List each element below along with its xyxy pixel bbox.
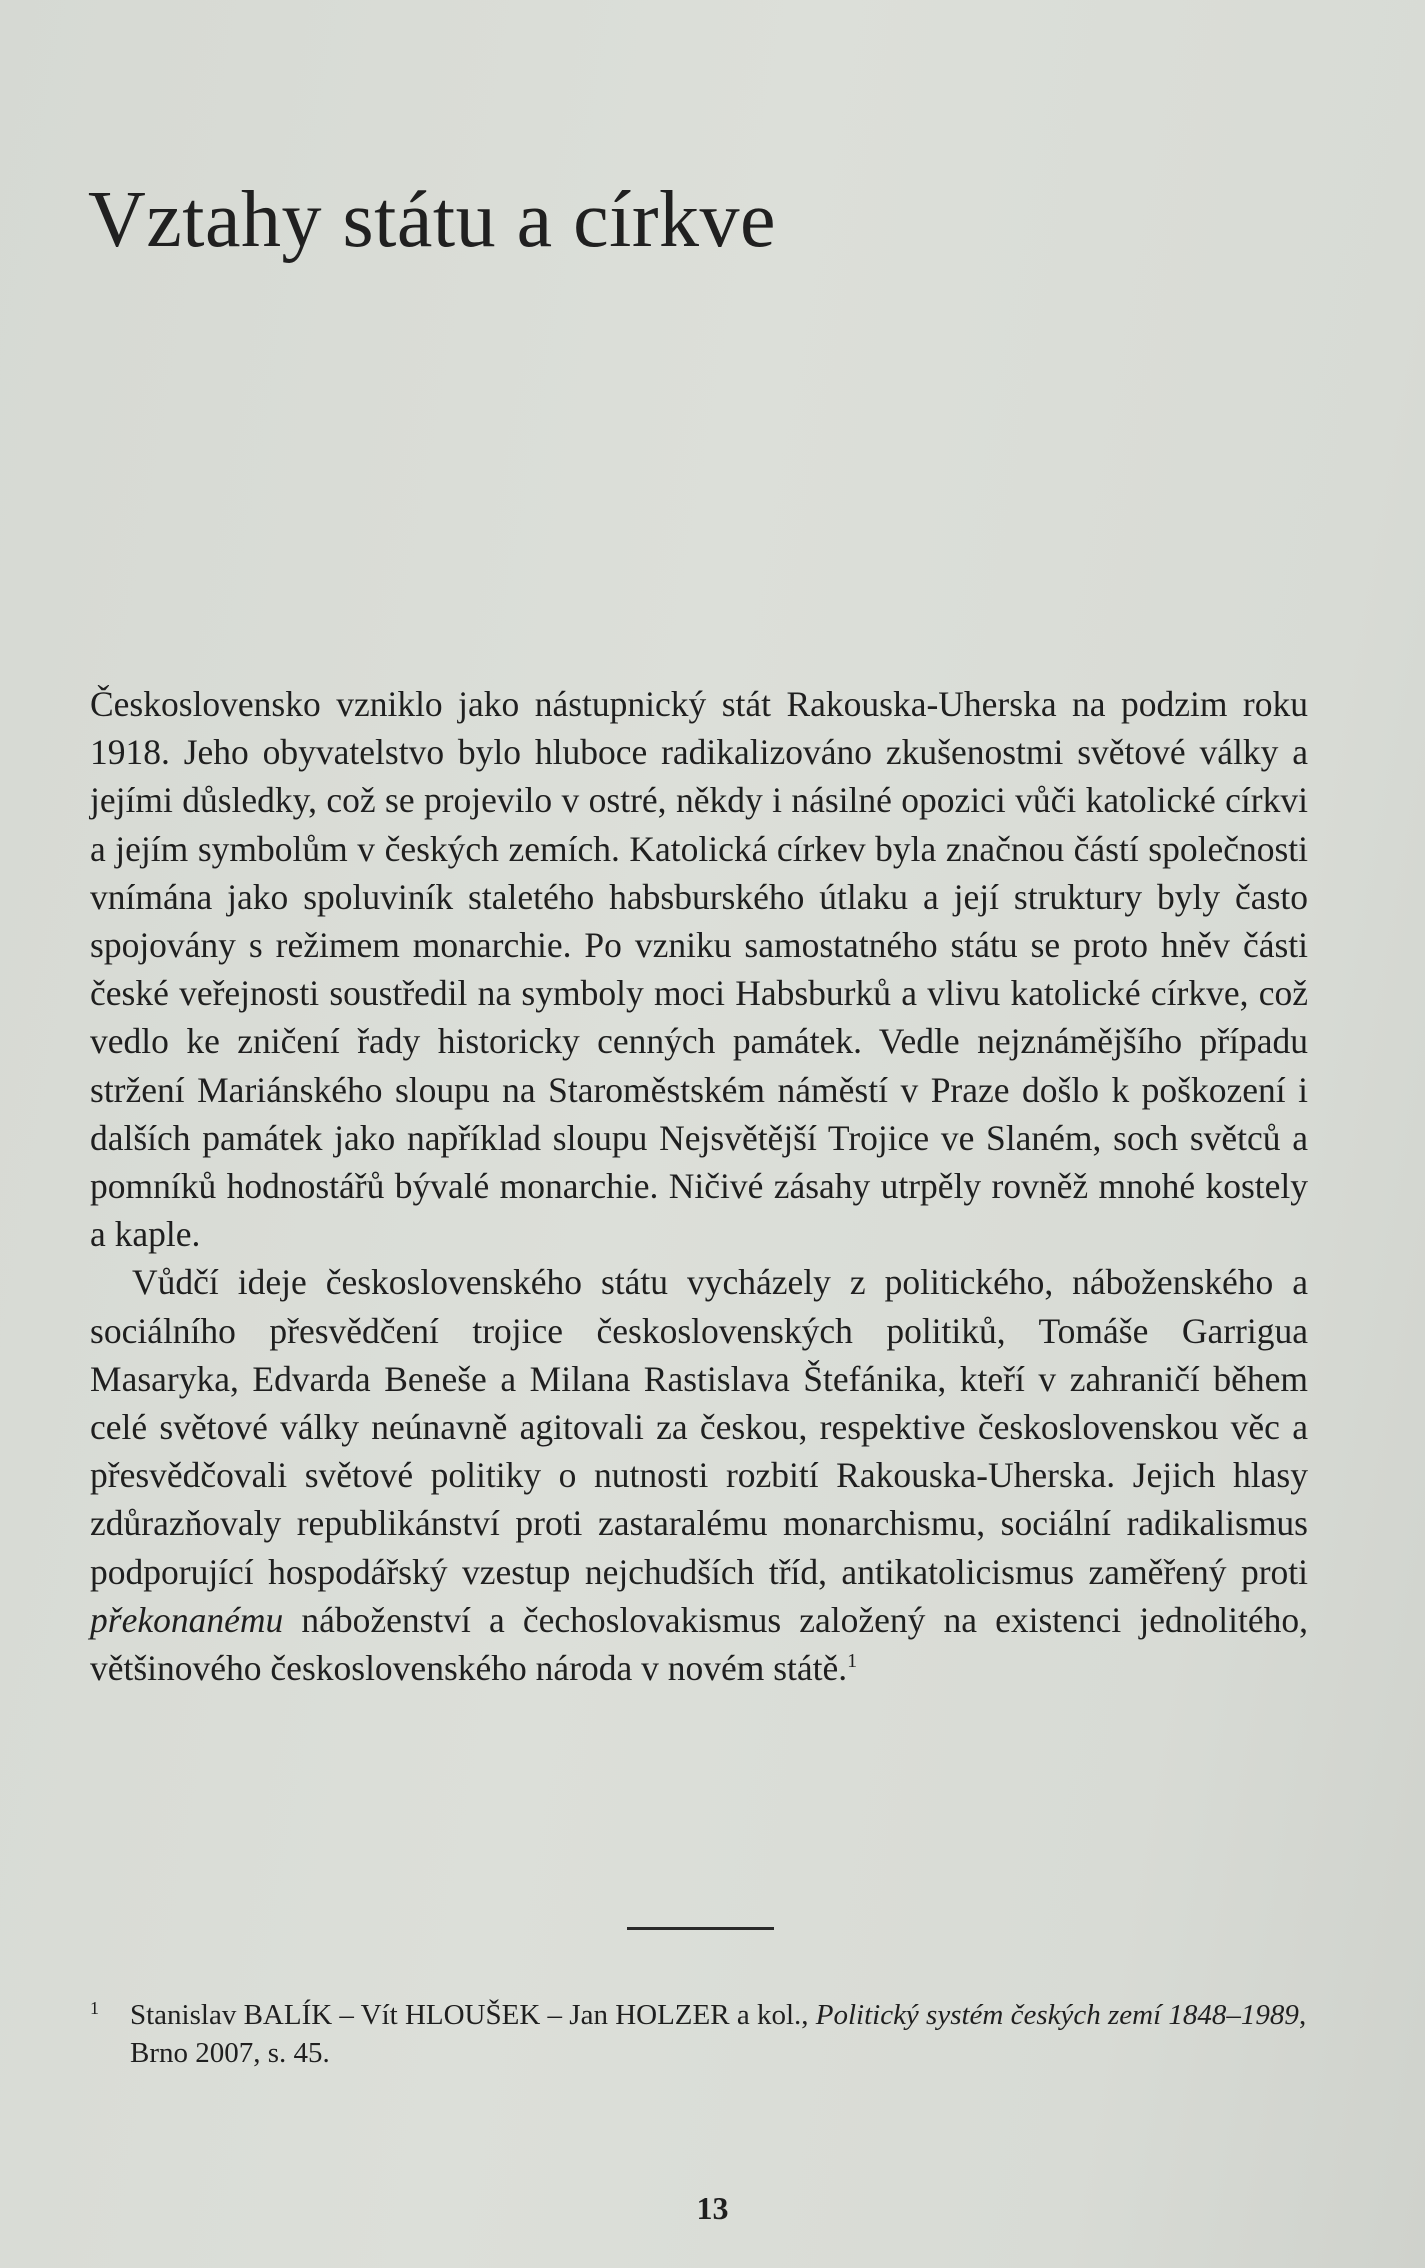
paragraph-2-text-end: náboženství a čechoslovakismus založený na existenci jednolitého, většinového československého národa v novém státě. — [90, 1599, 1308, 1689]
footnote-separator — [627, 1927, 774, 1930]
footnote-mark: 1 — [90, 1998, 99, 2018]
paragraph-2 — [90, 1258, 1308, 1692]
paragraph-2-text-start: Vůdčí ideje československého státu vycházely z politického, náboženského a sociálního přesvědčení trojice československých politiků, Tomáše Garrigua Masaryka, Edvarda Beneše a Milana Rastislava Štefánika, kteří v zahraničí během celé světové války neúnavně agitovali za českou, respektive československou věc a přesvědčovali světové politiky o nutnosti rozbití Rakouska-Uherska. Jejich hlasy zdůrazňovaly republikánství proti zastaralému monarchismu, sociální radikalismus podporující hospodářský vzestup nejchudších tříd, antikatolicismus zaměřený proti — [90, 1262, 1308, 1592]
paragraph-1: Československo vzniklo jako nástupnický stát Rakouska-Uherska na podzim roku 1918. Jeho obyvatelstvo bylo hluboce radikalizováno zkušenostmi světové války a jejími důsledky, což se projevilo v ostré, někdy i násilné opozici vůči katolické církvi a jejím symbolům v českých zemích. Katolická církev byla značnou částí společnosti vnímána jako spoluviník staletého habsburského útlaku a její struktury byly často spojovány s režimem monarchie. Po vzniku samostatného státu se proto hněv části české veřejnosti soustředil na symboly moci Habsburků a vlivu katolické církve, což vedlo ke zničení řady historicky cenných památek. Vedle nejznámějšího případu stržení Mariánského sloupu na Staroměstském náměstí v Praze došlo k poškození i dalších památek jako například sloupu Nejsvětější Trojice ve Slaném, soch světců a pomníků hodnostářů bývalé monarchie. Ničivé zásahy utrpěly rovněž mnohé kostely a kaple. — [90, 684, 1308, 1255]
footnote — [90, 1996, 1330, 2072]
page-number: 13 — [696, 2190, 729, 2226]
footnote-reference[interactable]: 1 — [847, 1650, 858, 1673]
chapter-title: Vztahy státu a církve — [88, 176, 776, 264]
body-text — [90, 680, 1308, 1692]
footnote-authors: Stanislav BALÍK – Vít HLOUŠEK – Jan HOLZER a kol., — [130, 1999, 816, 2031]
footnote-publication: , Brno 2007, s. 45. — [130, 1999, 1307, 2069]
footnote-work-title: Politický systém českých zemí 1848–1989 — [815, 1999, 1299, 2031]
footnote-text — [130, 1996, 1330, 2072]
paragraph-2-italic-word: překonanému — [90, 1599, 284, 1640]
